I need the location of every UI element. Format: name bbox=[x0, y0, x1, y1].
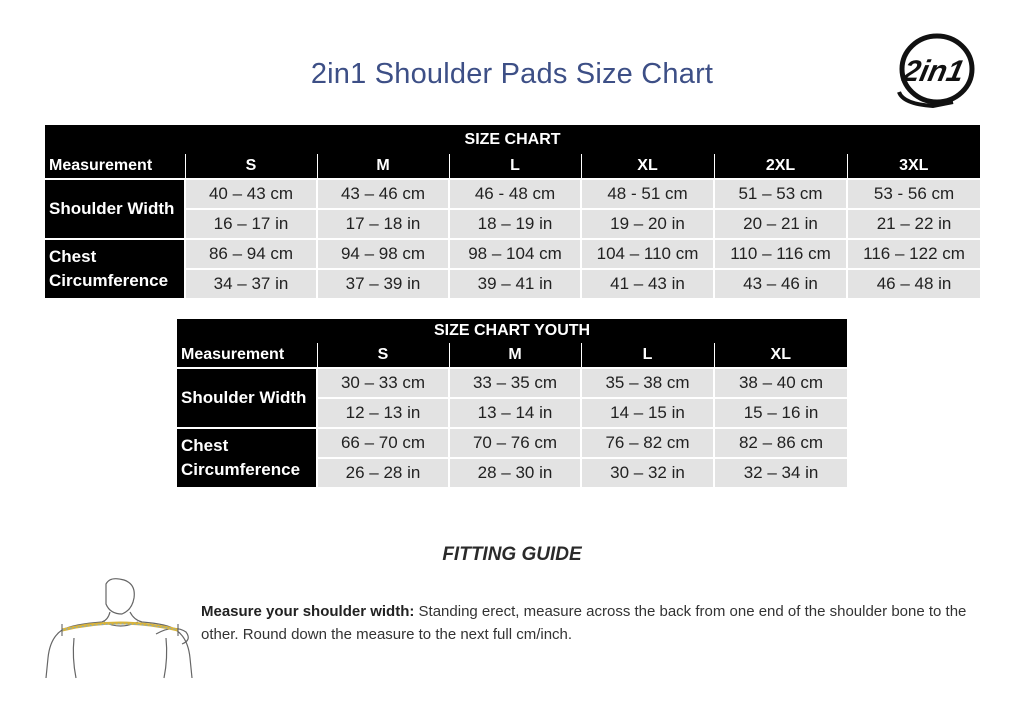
row-label-shoulder-width: Shoulder Width bbox=[177, 368, 317, 428]
size-header-xl: XL bbox=[714, 343, 847, 368]
table-cell: 40 – 43 cm bbox=[185, 179, 317, 209]
table-cell: 15 – 16 in bbox=[714, 398, 847, 428]
table-cell: 110 – 116 cm bbox=[714, 239, 847, 269]
row-label-line: Circumference bbox=[181, 460, 301, 479]
table-cell: 33 – 35 cm bbox=[449, 368, 581, 398]
table-cell: 94 – 98 cm bbox=[317, 239, 449, 269]
table-cell: 37 – 39 in bbox=[317, 269, 449, 298]
shoulder-measure-illustration bbox=[44, 578, 196, 682]
row-label-line: Chest bbox=[181, 436, 229, 455]
table-row bbox=[45, 239, 980, 269]
measurement-header: Measurement bbox=[177, 343, 317, 368]
table-cell: 35 – 38 cm bbox=[581, 368, 714, 398]
table-cell: 53 - 56 cm bbox=[847, 179, 980, 209]
size-chart-table bbox=[45, 125, 980, 298]
page-title: 2in1 Shoulder Pads Size Chart bbox=[310, 58, 714, 90]
table-cell: 34 – 37 in bbox=[185, 269, 317, 298]
table-cell: 18 – 19 in bbox=[449, 209, 581, 239]
table-row bbox=[45, 269, 980, 298]
row-label-line: Circumference bbox=[49, 271, 169, 290]
brand-logo bbox=[893, 32, 977, 112]
table-cell: 32 – 34 in bbox=[714, 458, 847, 487]
table-cell: 43 – 46 in bbox=[714, 269, 847, 298]
table-cell: 30 – 33 cm bbox=[317, 368, 449, 398]
size-chart-youth-table bbox=[177, 319, 847, 487]
table-cell: 21 – 22 in bbox=[847, 209, 980, 239]
table-cell: 26 – 28 in bbox=[317, 458, 449, 487]
table-caption: SIZE CHART bbox=[45, 125, 980, 154]
table-cell: 19 – 20 in bbox=[581, 209, 714, 239]
table-cell: 41 – 43 in bbox=[581, 269, 714, 298]
table-cell: 28 – 30 in bbox=[449, 458, 581, 487]
table-cell: 51 – 53 cm bbox=[714, 179, 847, 209]
table-cell: 46 - 48 cm bbox=[449, 179, 581, 209]
row-label-line: Chest bbox=[49, 247, 97, 266]
table-row bbox=[45, 179, 980, 209]
table-cell: 20 – 21 in bbox=[714, 209, 847, 239]
table-cell: 39 – 41 in bbox=[449, 269, 581, 298]
size-header-m: M bbox=[317, 154, 449, 179]
table-cell: 116 – 122 cm bbox=[847, 239, 980, 269]
table-cell: 70 – 76 cm bbox=[449, 428, 581, 458]
size-header-2xl: 2XL bbox=[714, 154, 847, 179]
table-cell: 104 – 110 cm bbox=[581, 239, 714, 269]
table-cell: 86 – 94 cm bbox=[185, 239, 317, 269]
fitting-guide-title: FITTING GUIDE bbox=[442, 544, 582, 565]
table-row bbox=[177, 428, 847, 458]
row-label-chest-circumference bbox=[45, 239, 185, 298]
fitting-guide-lead: Measure your shoulder width: bbox=[201, 603, 415, 620]
table-cell: 98 – 104 cm bbox=[449, 239, 581, 269]
size-header-3xl: 3XL bbox=[847, 154, 980, 179]
table-row bbox=[45, 209, 980, 239]
size-header-s: S bbox=[185, 154, 317, 179]
size-header-l: L bbox=[449, 154, 581, 179]
row-label-chest-circumference bbox=[177, 428, 317, 487]
table-cell: 30 – 32 in bbox=[581, 458, 714, 487]
size-header-m: M bbox=[449, 343, 581, 368]
row-label-shoulder-width: Shoulder Width bbox=[45, 179, 185, 239]
table-cell: 66 – 70 cm bbox=[317, 428, 449, 458]
table-cell: 48 - 51 cm bbox=[581, 179, 714, 209]
fitting-guide-text bbox=[201, 600, 991, 646]
table-cell: 16 – 17 in bbox=[185, 209, 317, 239]
table-cell: 17 – 18 in bbox=[317, 209, 449, 239]
svg-text:2in1: 2in1 bbox=[900, 55, 968, 88]
table-cell: 14 – 15 in bbox=[581, 398, 714, 428]
table-cell: 38 – 40 cm bbox=[714, 368, 847, 398]
size-header-l: L bbox=[581, 343, 714, 368]
table-caption: SIZE CHART YOUTH bbox=[177, 319, 847, 343]
measurement-header: Measurement bbox=[45, 154, 185, 179]
table-cell: 13 – 14 in bbox=[449, 398, 581, 428]
fitting-guide-body: Standing erect, measure across the back from one end of the shoulder bone to the other. Round down the measure to the next full cm/inch. bbox=[201, 603, 967, 643]
table-cell: 12 – 13 in bbox=[317, 398, 449, 428]
size-header-s: S bbox=[317, 343, 449, 368]
table-cell: 76 – 82 cm bbox=[581, 428, 714, 458]
table-cell: 43 – 46 cm bbox=[317, 179, 449, 209]
size-header-xl: XL bbox=[581, 154, 714, 179]
table-cell: 82 – 86 cm bbox=[714, 428, 847, 458]
table-cell: 46 – 48 in bbox=[847, 269, 980, 298]
table-row bbox=[177, 368, 847, 398]
